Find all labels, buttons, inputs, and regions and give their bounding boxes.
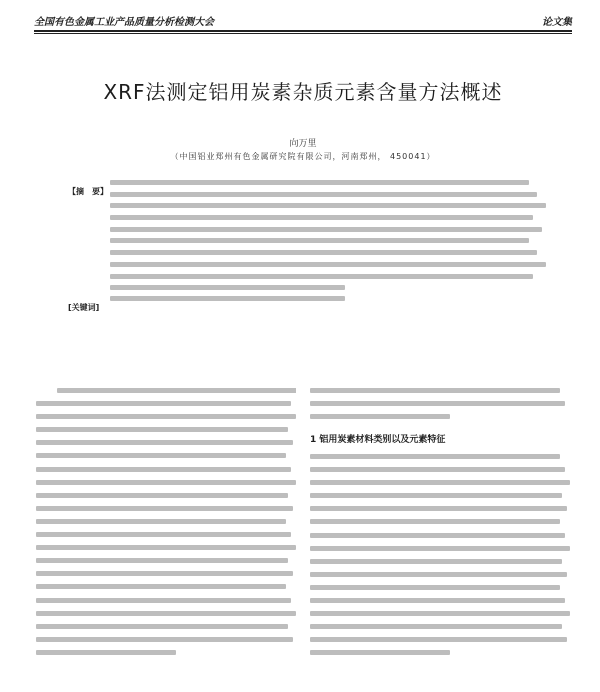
text-line-placeholder (110, 285, 345, 290)
text-line-placeholder (110, 203, 546, 208)
text-line-placeholder (310, 454, 560, 459)
running-header (34, 10, 572, 28)
header-rule (34, 30, 572, 32)
text-line-placeholder (36, 519, 286, 524)
text-line-placeholder (310, 624, 562, 629)
text-line-placeholder (310, 598, 565, 603)
abstract-text (110, 180, 546, 297)
text-line-placeholder (310, 388, 560, 393)
text-line-placeholder (110, 180, 529, 185)
text-line-placeholder (36, 611, 296, 616)
keywords (68, 295, 546, 314)
paper-title: XRF法测定铝用炭素杂质元素含量方法概述 (103, 80, 503, 104)
text-line-placeholder (310, 546, 570, 551)
text-line-placeholder (310, 467, 565, 472)
text-line-placeholder (110, 227, 542, 232)
text-line-placeholder (110, 262, 546, 267)
keywords-text (110, 296, 546, 301)
left-column-text (36, 386, 296, 655)
text-line-placeholder (36, 650, 176, 655)
text-line-placeholder (36, 401, 291, 406)
text-line-placeholder (36, 493, 288, 498)
text-line-placeholder (36, 558, 288, 563)
text-line-placeholder (310, 611, 570, 616)
text-line-placeholder (310, 559, 562, 564)
text-line-placeholder (36, 584, 286, 589)
author-name: 向万里 (289, 139, 317, 149)
text-line-placeholder (310, 493, 562, 498)
text-line-placeholder (310, 637, 567, 642)
text-line-placeholder (310, 650, 450, 655)
text-line-placeholder (310, 506, 567, 511)
text-line-placeholder (310, 401, 565, 406)
text-line-placeholder (36, 480, 296, 485)
text-line-placeholder (36, 571, 293, 576)
body-right-column (310, 386, 570, 430)
text-line-placeholder (110, 215, 533, 220)
text-line-placeholder (310, 533, 565, 538)
abstract (68, 179, 546, 198)
text-line-placeholder (36, 624, 288, 629)
text-line-placeholder (310, 519, 560, 524)
text-line-placeholder (310, 480, 570, 485)
abstract-label: 【摘 要】 (68, 187, 108, 196)
text-line-placeholder (110, 192, 537, 197)
right-column-intro-text (310, 386, 570, 419)
text-line-placeholder (36, 545, 296, 550)
text-line-placeholder (36, 637, 293, 642)
text-line-placeholder (110, 274, 533, 279)
text-line-placeholder (36, 532, 291, 537)
text-line-placeholder (110, 296, 345, 301)
text-line-placeholder (36, 414, 296, 419)
body-left-column (36, 386, 296, 686)
text-line-placeholder (36, 598, 291, 603)
text-line-placeholder (110, 238, 529, 243)
section-1-heading: 1 铝用炭素材料类别以及元素特征 (310, 435, 446, 445)
header-rule-thin (34, 33, 572, 34)
section-1-text (310, 452, 570, 655)
keywords-label: [关键词] (68, 303, 100, 312)
text-line-placeholder (310, 585, 560, 590)
text-line-placeholder (310, 414, 450, 419)
text-line-placeholder (36, 453, 286, 458)
text-line-placeholder (36, 467, 291, 472)
text-line-placeholder (57, 388, 296, 393)
text-line-placeholder (36, 506, 293, 511)
section-1-body (310, 452, 570, 688)
text-line-placeholder (110, 250, 537, 255)
running-header-left: 全国有色金属工业产品质量分析检测大会 (34, 17, 214, 28)
text-line-placeholder (310, 572, 567, 577)
text-line-placeholder (36, 427, 288, 432)
running-header-right: 论文集 (542, 17, 572, 28)
text-line-placeholder (36, 440, 293, 445)
author-affiliation: （中国铝业郑州有色金属研究院有限公司，河南郑州， 450041） (170, 152, 436, 161)
